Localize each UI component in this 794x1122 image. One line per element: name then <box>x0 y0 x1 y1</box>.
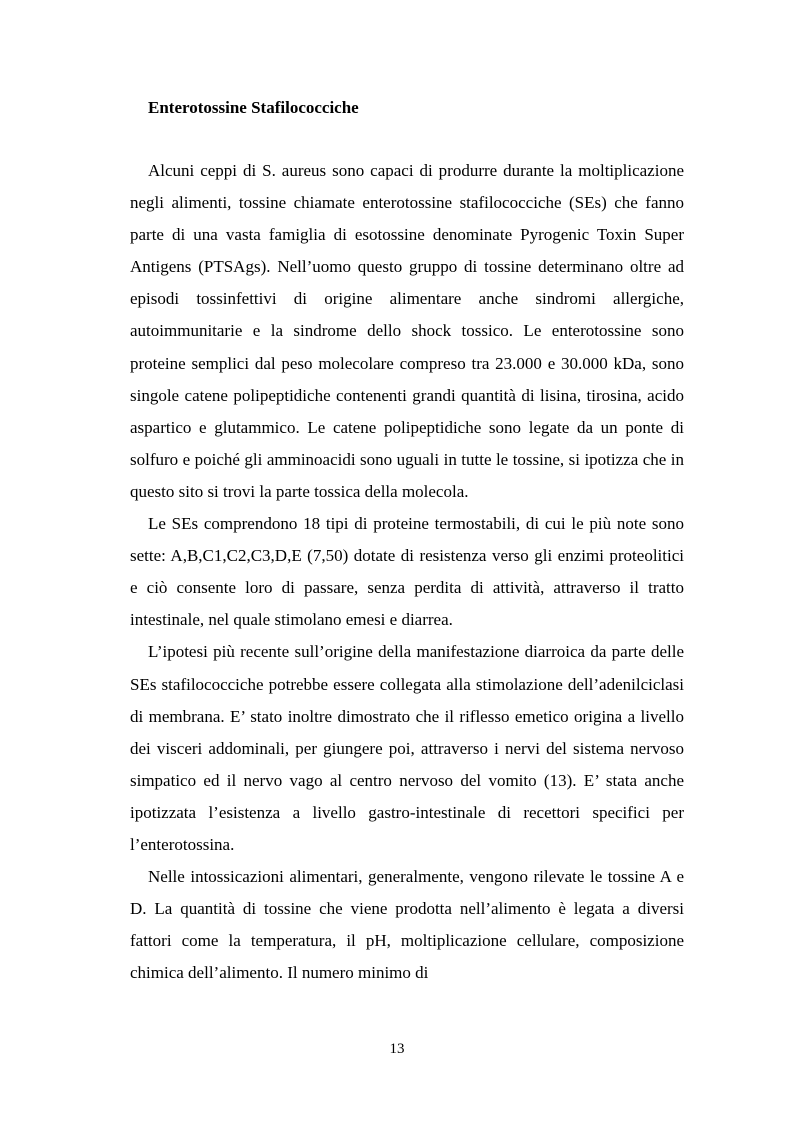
paragraph-4: Nelle intossicazioni alimentari, generalmente, vengono rilevate le tossine A e D. La quantità di tossine che viene prodotta nell’alimento è legata a diversi fattori come la temperatura, il pH, moltiplicazione cellulare, composizione chimica dell’alimento. Il numero minimo di <box>130 867 684 983</box>
paragraph-1: Alcuni ceppi di S. aureus sono capaci di produrre durante la moltiplicazione negli alimenti, tossine chiamate enterotossine stafilococciche (SEs) che fanno parte di una vasta famiglia di esotossine denominate Pyrogenic Toxin Super Antigens (PTSAgs). Nell’uomo questo gruppo di tossine determinano oltre ad episodi tossinfettivi di origine alimentare anche sindromi allergiche, autoimmunitarie e la sindrome dello shock tossico. Le enterotossine sono proteine semplici dal peso molecolare compreso tra 23.000 e 30.000 kDa, sono singole catene polipeptidiche contenenti grandi quantità di lisina, tirosina, acido aspartico e glutammico. Le catene polipeptidiche sono legate da un ponte di solfuro e poiché gli amminoacidi sono uguali in tutte le tossine, si ipotizza che in questo sito si trovi la parte tossica della molecola. <box>130 161 684 501</box>
paragraph-2: Le SEs comprendono 18 tipi di proteine termostabili, di cui le più note sono sette: A,B,C1,C2,C3,D,E (7,50) dotate di resistenza verso gli enzimi proteolitici e ciò consente loro di passare, senza perdita di attività, attraverso il tratto intestinale, nel quale stimolano emesi e diarrea. <box>130 514 684 630</box>
paragraph-3: L’ipotesi più recente sull’origine della manifestazione diarroica da parte delle SEs stafilococciche potrebbe essere collegata alla stimolazione dell’adenilciclasi di membrana. E’ stato inoltre dimostrato che il riflesso emetico origina a livello dei visceri addominali, per giungere poi, attraverso i nervi del sistema nervoso simpatico ed il nervo vago al centro nervoso del vomito (13). E’ stata anche ipotizzata l’esistenza a livello gastro-intestinale di recettori specifici per l’enterotossina. <box>130 642 684 854</box>
body-text <box>130 155 684 989</box>
section-heading: Enterotossine Stafilococciche <box>148 98 359 117</box>
page-number: 13 <box>389 1041 405 1057</box>
